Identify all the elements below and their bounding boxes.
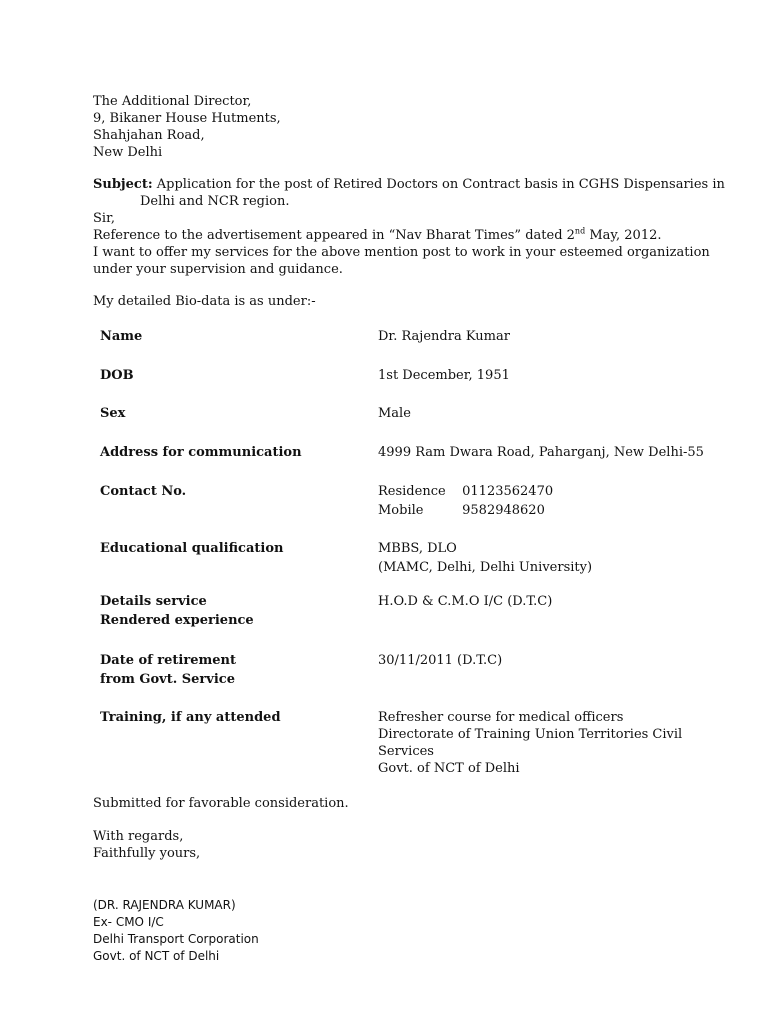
- subject-text: Application for the post of Retired Doctors on Contract basis in CGHS Dispensaries in: [152, 177, 725, 192]
- reference-line: [93, 227, 713, 244]
- field-value: [378, 540, 698, 576]
- field-value: Dr. Rajendra Kumar: [378, 329, 510, 344]
- submitted-line: Submitted for favorable consideration.: [93, 796, 349, 811]
- offer-line-2: under your supervision and guidance.: [93, 262, 343, 277]
- service-label-line-1: Details service: [100, 594, 207, 609]
- subject-label: Subject:: [93, 177, 153, 192]
- field-value: 4999 Ram Dwara Road, Paharganj, New Delhi-55: [378, 445, 704, 460]
- regards-line: With regards,: [93, 829, 184, 844]
- education-institution: (MAMC, Delhi, Delhi University): [378, 560, 593, 575]
- field-value: H.O.D & C.M.O I/C (D.T.C): [378, 594, 553, 609]
- addressee-line: New Delhi: [93, 145, 163, 160]
- service-label-line-2: Rendered experience: [100, 613, 254, 628]
- residence-number: 01123562470: [462, 484, 554, 499]
- offer-line-1: I want to offer my services for the above mention post to work in your esteemed organization: [93, 245, 710, 260]
- salutation: Sir,: [93, 211, 115, 226]
- retirement-label-line-1: Date of retirement: [100, 653, 236, 668]
- signature-line: Ex- CMO I/C: [93, 915, 164, 929]
- retirement-label-line-2: from Govt. Service: [100, 672, 235, 687]
- mobile-label: Mobile: [378, 503, 424, 518]
- field-label: Name: [100, 329, 143, 344]
- addressee-line: Shahjahan Road,: [93, 128, 205, 143]
- contact-mobile: [378, 502, 698, 519]
- training-line: Govt. of NCT of Delhi: [378, 761, 520, 776]
- contact-residence: [378, 483, 698, 500]
- spacer: [93, 812, 713, 828]
- addressee-line: 9, Bikaner House Hutments,: [93, 111, 281, 126]
- field-label: Training, if any attended: [100, 710, 281, 725]
- education-degree: MBBS, DLO: [378, 541, 457, 556]
- mobile-number: 9582948620: [462, 503, 545, 518]
- signature-line: (DR. RAJENDRA KUMAR): [93, 898, 236, 912]
- field-value: Male: [378, 406, 411, 421]
- reference-text-end: May, 2012.: [585, 228, 662, 243]
- reference-sup: nd: [574, 226, 586, 236]
- training-line: Refresher course for medical officers: [378, 710, 624, 725]
- field-label: [100, 652, 370, 688]
- field-label: Contact No.: [100, 484, 187, 499]
- training-line: Services: [378, 744, 434, 759]
- biodata-intro-text: My detailed Bio-data is as under:-: [93, 294, 316, 309]
- field-value: [378, 709, 698, 777]
- biodata-intro: [93, 293, 713, 310]
- closing-block: [93, 795, 713, 862]
- reference-text: Reference to the advertisement appeared in “Nav Bharat Times” dated 2: [93, 228, 575, 243]
- field-label: Address for communication: [100, 445, 302, 460]
- field-label: [100, 593, 370, 629]
- training-line: Directorate of Training Union Territories Civil: [378, 727, 683, 742]
- field-value: 1st December, 1951: [378, 368, 510, 383]
- field-label: Educational qualification: [100, 541, 284, 556]
- signature-line: Delhi Transport Corporation: [93, 932, 259, 946]
- field-label: DOB: [100, 368, 134, 383]
- field-label: Sex: [100, 406, 126, 421]
- subject-block: [93, 176, 725, 278]
- subject-line-1: [93, 176, 725, 193]
- signature-block: [93, 897, 713, 965]
- subject-line-2: Delhi and NCR region.: [140, 194, 290, 209]
- addressee-block: [93, 93, 713, 161]
- faithfully-line: Faithfully yours,: [93, 846, 201, 861]
- signature-line: Govt. of NCT of Delhi: [93, 949, 220, 963]
- residence-label: Residence: [378, 484, 446, 499]
- addressee-line: The Additional Director,: [93, 94, 252, 109]
- field-value: 30/11/2011 (D.T.C): [378, 653, 503, 668]
- field-value: [378, 483, 698, 519]
